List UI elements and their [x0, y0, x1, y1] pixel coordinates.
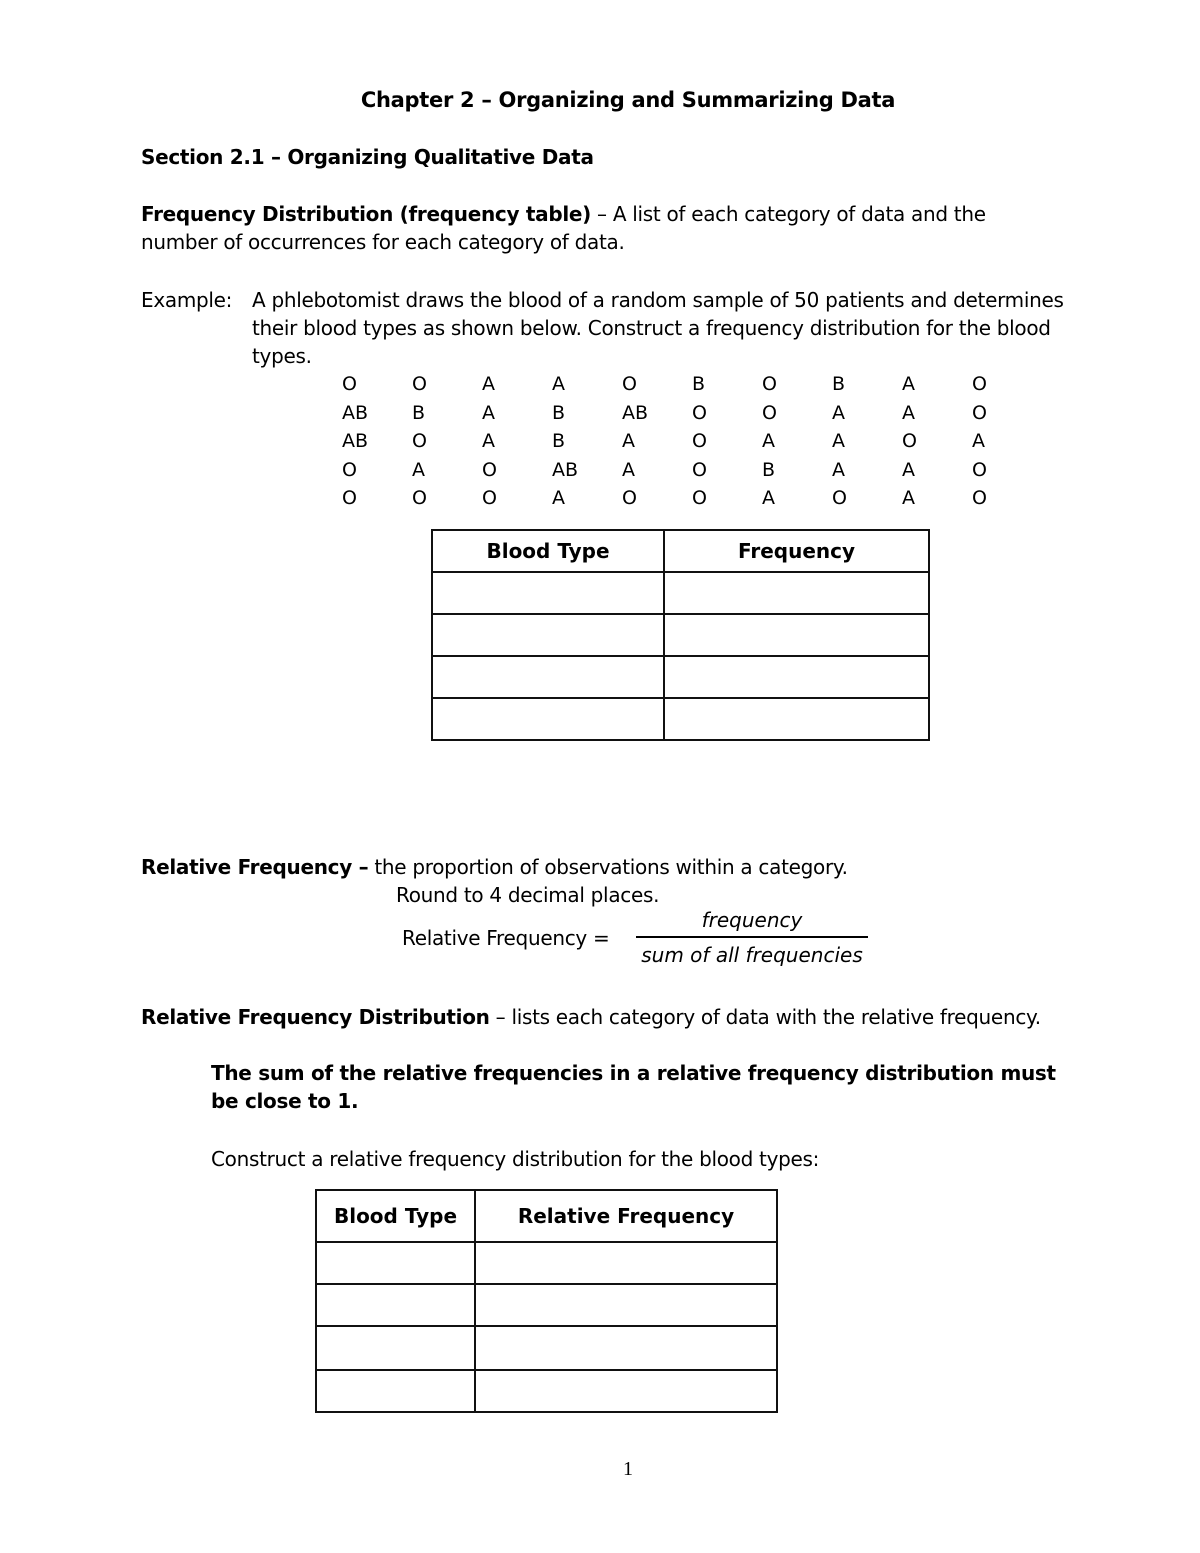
relative-frequency-distribution-definition [141, 1003, 1041, 1031]
data-cell: A [902, 373, 915, 396]
data-cell: A [412, 458, 425, 481]
table-header-row [316, 1190, 777, 1242]
formula-numerator: frequency [701, 908, 803, 932]
data-cell: A [482, 373, 495, 396]
data-cell: A [552, 373, 565, 396]
data-row [342, 370, 1042, 399]
data-cell: A [482, 430, 495, 453]
data-cell: O [412, 430, 427, 453]
example-label: Example: [141, 288, 233, 312]
data-cell: O [902, 430, 917, 453]
data-cell: O [972, 373, 987, 396]
rounding-note: Round to 4 decimal places. [396, 883, 660, 907]
data-cell: O [832, 487, 847, 510]
data-cell: O [692, 430, 707, 453]
blood-type-cell[interactable] [432, 614, 664, 656]
example-text-line3: types. [252, 344, 312, 368]
data-cell: B [412, 401, 426, 424]
relative-frequency-definition [141, 853, 848, 881]
chapter-title: Chapter 2 – Organizing and Summarizing Data [360, 88, 896, 112]
data-cell: O [622, 487, 637, 510]
relative-frequency-cell[interactable] [475, 1242, 777, 1284]
table-row [432, 698, 929, 740]
table-row [316, 1370, 777, 1412]
relative-frequency-cell[interactable] [475, 1284, 777, 1326]
data-cell: B [552, 430, 566, 453]
fraction-bar [636, 936, 868, 938]
data-cell: AB [342, 401, 369, 424]
definition-text-line2: number of occurrences for each category of data. [141, 230, 625, 254]
frequency-cell[interactable] [664, 614, 929, 656]
data-cell: O [972, 487, 987, 510]
relative-frequency-cell[interactable] [475, 1326, 777, 1370]
relative-frequency-cell[interactable] [475, 1370, 777, 1412]
data-row [342, 399, 1042, 428]
data-cell: B [692, 373, 706, 396]
page-number: 1 [623, 1458, 633, 1480]
blood-type-cell[interactable] [432, 698, 664, 740]
data-cell: O [692, 458, 707, 481]
data-cell: A [832, 458, 845, 481]
data-cell: O [482, 487, 497, 510]
data-cell: O [412, 487, 427, 510]
data-cell: O [342, 373, 357, 396]
relative-frequency-formula [636, 906, 868, 969]
example-text-line2: their blood types as shown below. Construct a frequency distribution for the blood [252, 316, 1051, 340]
data-cell: B [762, 458, 776, 481]
data-cell: O [972, 401, 987, 424]
formula-denominator: sum of all frequencies [641, 942, 863, 967]
blood-type-cell[interactable] [432, 572, 664, 614]
column-header-frequency: Frequency [664, 530, 929, 572]
table-row [432, 656, 929, 698]
blood-type-cell[interactable] [432, 656, 664, 698]
blood-type-cell[interactable] [316, 1370, 475, 1412]
data-cell: A [762, 430, 775, 453]
data-cell: A [902, 487, 915, 510]
data-cell: A [622, 458, 635, 481]
data-cell: O [762, 373, 777, 396]
column-header-blood-type: Blood Type [432, 530, 664, 572]
data-cell: A [902, 401, 915, 424]
relative-frequency-table [315, 1189, 778, 1413]
table-row [316, 1326, 777, 1370]
table-row [432, 572, 929, 614]
definition-text: – A list of each category of data and the [591, 202, 986, 226]
data-cell: O [342, 487, 357, 510]
data-row [342, 427, 1042, 456]
data-cell: A [482, 401, 495, 424]
emphasis-line1: The sum of the relative frequencies in a relative frequency distribution must [211, 1061, 1056, 1085]
formula-label: Relative Frequency = [402, 926, 610, 950]
definition-term: Relative Frequency – [141, 855, 369, 879]
data-cell: O [482, 458, 497, 481]
data-cell: O [622, 373, 637, 396]
data-cell: B [832, 373, 846, 396]
column-header-relative-frequency: Relative Frequency [475, 1190, 777, 1242]
definition-term: Relative Frequency Distribution [141, 1005, 490, 1029]
data-cell: AB [552, 458, 579, 481]
data-cell: O [692, 401, 707, 424]
frequency-distribution-definition [141, 200, 986, 228]
data-cell: O [342, 458, 357, 481]
data-row [342, 484, 1042, 513]
data-cell: O [762, 401, 777, 424]
frequency-table [431, 529, 930, 741]
table-row [316, 1242, 777, 1284]
definition-term: Frequency Distribution (frequency table) [141, 202, 591, 226]
blood-type-cell[interactable] [316, 1284, 475, 1326]
data-cell: AB [622, 401, 649, 424]
blood-type-data-grid [342, 370, 1042, 513]
example-text-line1: A phlebotomist draws the blood of a random sample of 50 patients and determines [252, 288, 1064, 312]
frequency-cell[interactable] [664, 572, 929, 614]
data-row [342, 456, 1042, 485]
blood-type-cell[interactable] [316, 1242, 475, 1284]
data-cell: B [552, 401, 566, 424]
instruction-text: Construct a relative frequency distribution for the blood types: [211, 1147, 820, 1171]
data-cell: A [972, 430, 985, 453]
frequency-cell[interactable] [664, 698, 929, 740]
emphasis-line2: be close to 1. [211, 1089, 359, 1113]
data-cell: O [972, 458, 987, 481]
data-cell: AB [342, 430, 369, 453]
table-row [316, 1284, 777, 1326]
data-cell: A [832, 430, 845, 453]
data-cell: O [692, 487, 707, 510]
data-cell: A [762, 487, 775, 510]
data-cell: O [412, 373, 427, 396]
table-header-row [432, 530, 929, 572]
column-header-blood-type: Blood Type [316, 1190, 475, 1242]
frequency-cell[interactable] [664, 656, 929, 698]
table-row [432, 614, 929, 656]
data-cell: A [832, 401, 845, 424]
data-cell: A [622, 430, 635, 453]
definition-text: the proportion of observations within a category. [368, 855, 848, 879]
section-title: Section 2.1 – Organizing Qualitative Data [141, 145, 594, 169]
definition-text: – lists each category of data with the relative frequency. [489, 1005, 1041, 1029]
data-cell: A [902, 458, 915, 481]
data-cell: A [552, 487, 565, 510]
blood-type-cell[interactable] [316, 1326, 475, 1370]
